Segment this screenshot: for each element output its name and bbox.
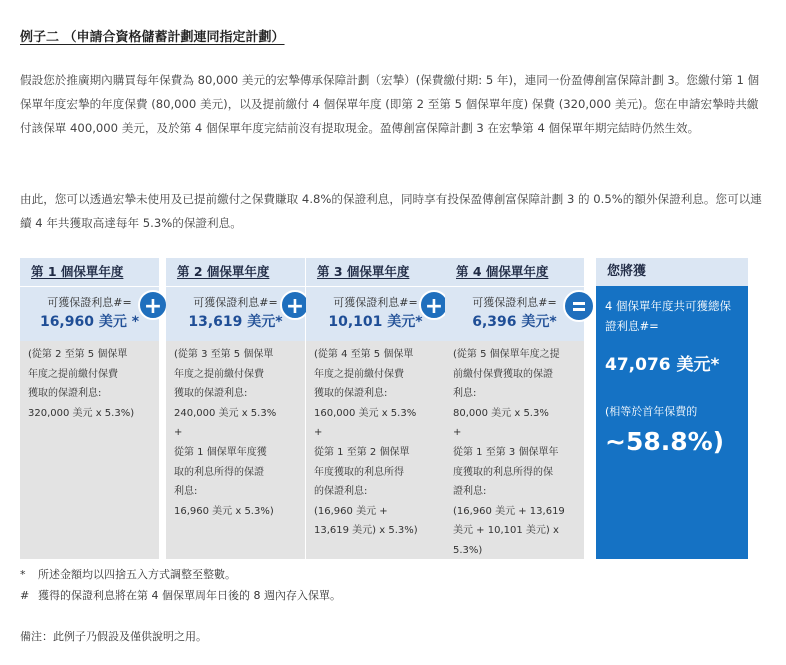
calculation-line: 160,000 美元 x 5.3%: [314, 407, 417, 419]
calculation-line: +: [453, 427, 462, 439]
policy-year-heading: 第 3 個保單年度: [306, 258, 445, 286]
calculation-line: 獲取的保證利息:: [28, 388, 102, 400]
calculation-line: 年度之提前繳付保費: [28, 368, 118, 380]
equals-icon: [563, 290, 595, 322]
calculation-line: 取的利息所得的保證: [174, 466, 264, 478]
interest-label: 可獲保證利息#=: [47, 296, 132, 309]
scenario-paragraph: 假設您於推廣期內購買每年保費為 80,000 美元的宏摯傳承保障計劃（宏摯）(保費繳付期: 5 年)，連同一份盈傳創富保障計劃 3。您繳付第 1 個保單年度宏摯的年度保費 (80,000 美元)，以及提前繳付 4 個保單年度 (即第 2 至第 5 個保單年度) 保費 (320,000 美元)。您在申請宏摯時共繳付該保單 400,000 美元，及於第 4 個保單年度完結前沒有提取現金。盈傳創富保障計劃 3 在宏摯第 4 個保單年期完結時仍然生效。: [20, 73, 760, 135]
calculation-line: 從第 1 個保單年度獲: [174, 446, 267, 458]
calculation-line: 320,000 美元 x 5.3%): [28, 407, 135, 419]
policy-year-heading: 第 4 個保單年度: [445, 258, 584, 286]
footnote-symbol: #: [20, 589, 30, 602]
calculation-line: (從第 2 至第 5 個保單: [28, 349, 128, 360]
interest-label: 可獲保證利息#=: [472, 296, 557, 309]
interest-amount: 13,619 美元*: [188, 314, 283, 330]
interest-label: 可獲保證利息#=: [193, 296, 278, 309]
calculation-line: 利息:: [174, 486, 198, 498]
calculation-line: 獲取的保證利息:: [174, 388, 248, 400]
remark-note: 備注：此例子乃假設及僅供說明之用。: [20, 630, 207, 643]
calculation-line: 16,960 美元 x 5.3%): [174, 505, 274, 517]
footnote-rounding: [20, 566, 236, 582]
total-interest-label: [605, 296, 740, 336]
policy-year-heading: 第 2 個保單年度: [166, 258, 305, 286]
interest-calculation-detail: [20, 341, 159, 559]
interest-amount: 16,960 美元 *: [39, 314, 140, 330]
footnote-deposit: [20, 587, 341, 603]
calculation-line: 從第 1 至第 3 個保單年: [453, 446, 559, 458]
footnote-text: 獲得的保證利息將在第 4 個保單周年日後的 8 週內存入保單。: [38, 589, 341, 602]
percentage-value: ~58.8%): [605, 427, 725, 456]
interest-calculation-detail: [306, 341, 445, 559]
result-heading: 您將獲: [596, 258, 748, 286]
calculation-line: (從第 5 個保單年度之提: [453, 349, 560, 360]
interest-label: 可獲保證利息#=: [333, 296, 418, 309]
calculation-line: 美元 + 10,101 美元) x: [453, 525, 559, 537]
plus-icon: +: [280, 290, 310, 320]
calculation-line: 13,619 美元) x 5.3%): [314, 525, 418, 537]
calculation-line: (從第 4 至第 5 個保單: [314, 349, 414, 360]
interest-value-box: [20, 286, 159, 341]
total-interest-amount: 47,076 美元*: [605, 355, 720, 375]
calculation-line: 年度之提前繳付保費: [314, 368, 404, 380]
summary-paragraph: 由此，您可以透過宏摯未使用及已提前繳付之保費賺取 4.8%的保證利息，同時享有投保盈傳創富保障計劃 3 的 0.5%的額外保證利息。您可以連續 4 年共獲取高達每年 5.3%的保證利息。: [20, 192, 762, 230]
calculation-line: 度獲取的利息所得的保: [453, 466, 553, 478]
interest-value-box: [445, 286, 584, 341]
result-body: [596, 286, 748, 559]
interest-amount: 10,101 美元*: [328, 314, 423, 330]
calculation-line: (從第 3 至第 5 個保單: [174, 349, 274, 360]
calculation-line: 證利息:: [453, 486, 487, 498]
calculation-line: 年度獲取的利息所得: [314, 466, 404, 478]
interest-amount: 6,396 美元*: [472, 314, 557, 330]
interest-calculation-detail: [166, 341, 305, 559]
total-interest-label-line: 4 個保單年度共可獲總保: [605, 299, 731, 313]
calculation-line: 前繳付保費獲取的保證: [453, 368, 553, 380]
plus-icon: +: [419, 290, 449, 320]
calculation-line: 的保證利息:: [314, 486, 368, 498]
calculation-line: +: [314, 427, 323, 439]
calculation-line: (16,960 美元 + 13,619: [453, 505, 565, 517]
plus-icon: +: [138, 290, 168, 320]
interest-calculation-detail: [445, 341, 584, 559]
calculation-line: +: [174, 427, 183, 439]
footnote-text: 所述金額均以四捨五入方式調整至整數。: [38, 568, 236, 581]
calculation-line: 年度之提前繳付保費: [174, 368, 264, 380]
calculation-line: 從第 1 至第 2 個保單: [314, 446, 410, 458]
calculation-line: 80,000 美元 x 5.3%: [453, 407, 549, 419]
total-interest-label-line: 證利息#=: [605, 319, 659, 333]
calculation-line: 5.3%): [453, 544, 483, 556]
example-title: 例子二 （申請合資格儲蓄計劃連同指定計劃）: [20, 30, 285, 45]
calculation-line: 獲取的保證利息:: [314, 388, 388, 400]
footnote-symbol: *: [20, 568, 26, 581]
calculation-line: 利息:: [453, 388, 477, 400]
calculation-line: 240,000 美元 x 5.3%: [174, 407, 277, 419]
policy-year-heading: 第 1 個保單年度: [20, 258, 159, 286]
total-result-card: [596, 258, 748, 559]
percentage-note: (相等於首年保費的: [605, 405, 698, 418]
calculation-line: (16,960 美元 +: [314, 505, 388, 517]
